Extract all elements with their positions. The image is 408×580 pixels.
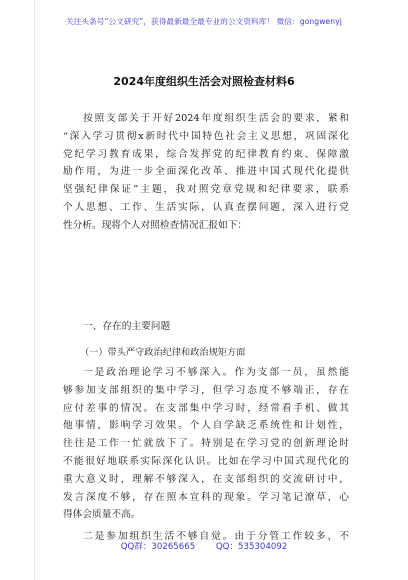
header-banner: 关注头条号“公文研究”，获得最新最全最专业的公文资料库！ 微信：gongwenyj bbox=[66, 17, 342, 26]
document-title: 2024年度组织生活会对照检查材料6 bbox=[113, 75, 295, 88]
section-heading-1: 一、存在的主要问题 bbox=[83, 321, 171, 332]
paragraph-line: 发言深度不够，存在照本宣科的现象。学习笔记潦草，心 bbox=[63, 491, 349, 503]
paragraph-line: 重大意义时，理解不够深入，在支部组织的交流研讨中， bbox=[63, 473, 349, 485]
intro-line: 励作用，为进一步全面深化改革、推进中国式现代化提供 bbox=[63, 166, 349, 178]
paragraph-line: 不能很好地联系实际深化认识。比如在学习中国式现代化的 bbox=[63, 455, 349, 467]
paragraph-line: 往往是工作一忙就放下了。特别是在学习党的创新理论时 bbox=[63, 438, 349, 450]
paragraph-line: 得体会质量不高。 bbox=[63, 509, 141, 521]
intro-paragraph bbox=[63, 110, 349, 235]
intro-line: 个人思想、工作、生活实际，认真查摆问题，深入进行党 bbox=[63, 201, 349, 213]
paragraph-line: 应付差事的情况。在支部集中学习时，经常看手机、做其 bbox=[63, 402, 349, 414]
paragraph-line: 二是参加组织生活不够自觉。由于分管工作较多，不 bbox=[83, 531, 349, 542]
intro-line: “深入学习贯彻x新时代中国特色社会主义思想，巩固深化 bbox=[63, 130, 349, 142]
footer-qq-group: QQ群：30265665 bbox=[120, 542, 196, 552]
footer-contact bbox=[0, 540, 408, 552]
intro-line: 按照支部关于开好2024年度组织生活会的要求，紧和 bbox=[83, 113, 349, 124]
intro-line: 坚强纪律保证”主题，我对照党章党规和纪律要求，联系 bbox=[63, 184, 349, 196]
paragraph-line: 一是政治理论学习不够深入。作为支部一员，虽然能 bbox=[83, 367, 349, 378]
subsection-heading-1: （一）带头严守政治纪律和政治规矩方面 bbox=[80, 347, 246, 358]
paragraph-line: 他事情，影响学习效果。个人自学缺乏系统性和计划性， bbox=[63, 420, 349, 432]
intro-line: 党纪学习教育成果，综合发挥党的纪律教育约束、保障激 bbox=[63, 148, 349, 160]
paragraph-1 bbox=[63, 364, 349, 524]
footer-qq: QQ：535304092 bbox=[215, 542, 288, 552]
intro-line: 性分析。现将个人对照检查情况汇报如下： bbox=[63, 219, 248, 231]
paragraph-line: 够参加支部组织的集中学习，但学习态度不够端正，存在 bbox=[63, 384, 349, 396]
